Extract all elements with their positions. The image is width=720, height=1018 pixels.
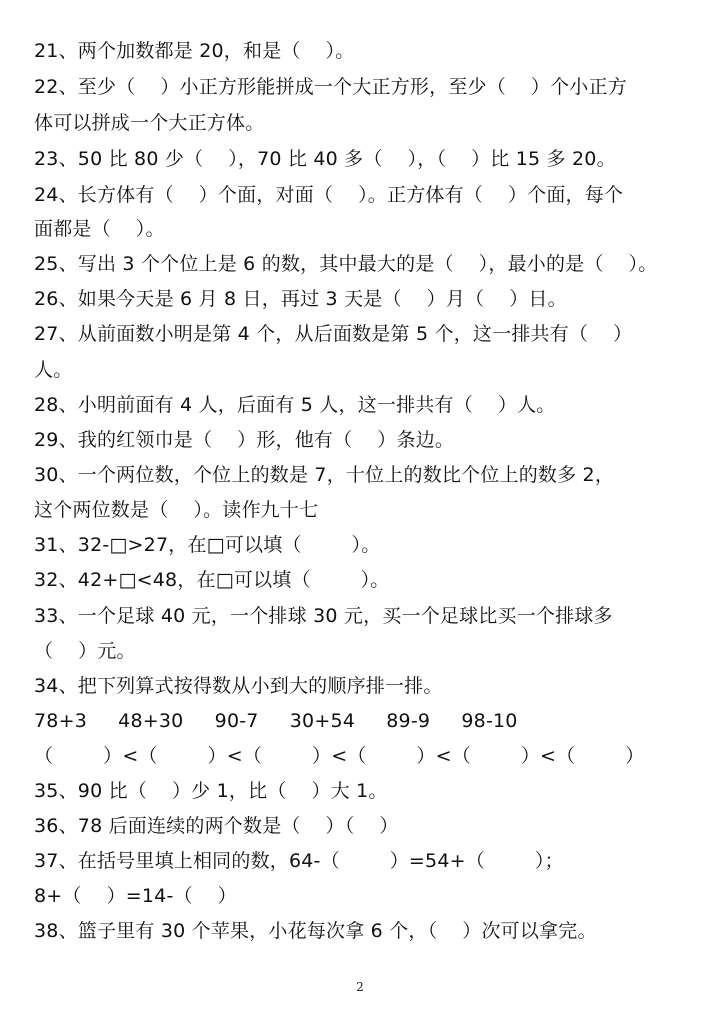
question-36: 36、78 后面连续的两个数是（ ）（ ） xyxy=(34,815,399,837)
question-26: 26、如果今天是 6 月 8 日，再过 3 天是（ ）月（ ）日。 xyxy=(34,288,567,310)
question-35: 35、90 比（ ）少 1，比（ ）大 1。 xyxy=(34,780,388,802)
question-30-line-2: 这个两位数是（ ）。读作九十七 xyxy=(34,499,319,521)
question-33-line-2: （ ）元。 xyxy=(34,640,136,662)
question-28: 28、小明前面有 4 人，后面有 5 人，这一排共有（ ）人。 xyxy=(34,394,556,416)
question-29: 29、我的红领巾是（ ）形，他有（ ）条边。 xyxy=(34,429,455,451)
question-37-line-2: 8+（ ）=14-（ ） xyxy=(34,885,237,907)
question-27-line-2: 人。 xyxy=(34,359,73,381)
question-34-expressions: 78+3 48+30 90-7 30+54 89-9 98-10 xyxy=(34,710,518,732)
question-24-line-1: 24、长方体有（ ）个面，对面（ ）。正方体有（ ）个面，每个 xyxy=(34,184,624,206)
question-23: 23、50 比 80 少（ ），70 比 40 多（ ），（ ）比 15 多 20。 xyxy=(34,148,616,170)
question-31: 31、32-□>27，在□可以填（ ）。 xyxy=(34,534,381,556)
question-32: 32、42+□<48，在□可以填（ ）。 xyxy=(34,569,390,591)
question-34-blanks: （ ）<（ ）<（ ）<（ ）<（ ）<（ ） xyxy=(34,745,645,767)
question-25: 25、写出 3 个个位上是 6 的数，其中最大的是（ ），最小的是（ ）。 xyxy=(34,253,658,275)
question-34: 34、把下列算式按得数从小到大的顺序排一排。 xyxy=(34,675,443,697)
question-24-line-2: 面都是（ ）。 xyxy=(34,218,165,240)
question-38: 38、篮子里有 30 个苹果，小花每次拿 6 个，（ ）次可以拿完。 xyxy=(34,920,597,942)
question-22-line-2: 体可以拼成一个大正方体。 xyxy=(34,112,265,134)
page-number: 2 xyxy=(356,980,364,994)
question-30-line-1: 30、一个两位数，个位上的数是 7，十位上的数比个位上的数多 2， xyxy=(34,464,615,486)
question-37-line-1: 37、在括号里填上相同的数，64-（ ）=54+（ ）； xyxy=(34,850,564,872)
question-27-line-1: 27、从前面数小明是第 4 个，从后面数是第 5 个，这一排共有（ ） xyxy=(34,323,633,345)
question-21: 21、两个加数都是 20，和是（ ）。 xyxy=(34,40,355,62)
question-22-line-1: 22、至少（ ）小正方形能拼成一个大正方形，至少（ ）个小正方 xyxy=(34,76,627,98)
question-33-line-1: 33、一个足球 40 元，一个排球 30 元，买一个足球比买一个排球多 xyxy=(34,605,613,627)
